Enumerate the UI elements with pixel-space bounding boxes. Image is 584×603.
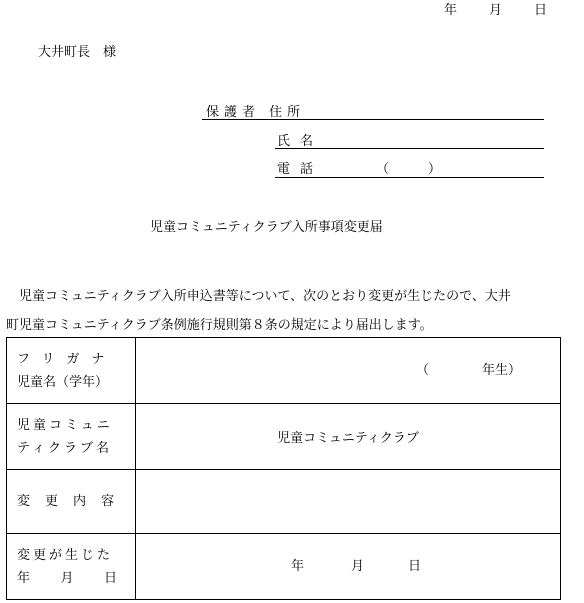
addressee: 大井町長 様 — [38, 45, 117, 60]
label-child-name — [7, 338, 136, 404]
guardian-address-label: 保護者 住所 — [206, 105, 306, 120]
header-date — [444, 4, 547, 17]
name-label: 氏名 — [277, 134, 324, 149]
change-date-label-line1: 変更が生じた — [17, 547, 114, 563]
club-name-value: 児童コミュニティクラブ — [277, 431, 419, 446]
phone-parens: （ ） — [376, 162, 442, 177]
change-date-month: 月 — [351, 559, 365, 574]
label-club-name — [7, 404, 136, 470]
phone-label: 電話 — [277, 162, 324, 177]
body-line-1: 児童コミュニティクラブ入所申込書等について、次のとおり変更が生じたので、大井 — [6, 289, 511, 304]
change-date-label-line2 — [17, 567, 117, 590]
date-year-label: 年 — [444, 3, 458, 18]
grade-suffix: 年生） — [482, 363, 522, 378]
change-content-field[interactable] — [136, 470, 561, 534]
club-name-field[interactable] — [136, 404, 561, 470]
label-year: 年 — [17, 570, 31, 586]
change-date-day: 日 — [408, 559, 422, 574]
label-change-content — [7, 470, 136, 534]
row-change-content — [7, 470, 561, 534]
row-club-name — [7, 404, 561, 470]
address-underline — [202, 119, 544, 120]
club-label-line1: 児童コミュニ — [17, 417, 113, 433]
row-child-name — [7, 338, 561, 404]
furigana-label: フリガナ — [17, 351, 117, 367]
row-change-date — [7, 534, 561, 600]
name-underline — [275, 148, 544, 149]
change-form-table — [6, 337, 561, 600]
change-date-field[interactable] — [136, 534, 561, 600]
club-label-line2: ティクラブ名 — [17, 440, 112, 456]
label-change-date — [7, 534, 136, 600]
body-text — [6, 282, 574, 340]
child-name-grade-label: 児童名（学年） — [17, 374, 109, 390]
document-title: 児童コミュニティクラブ入所事項変更届 — [150, 220, 383, 235]
change-date-year: 年 — [291, 559, 305, 574]
phone-underline — [275, 177, 544, 178]
grade-open-paren: （ — [416, 363, 430, 378]
body-line-2: 町児童コミュニティクラブ条例施行規則第８条の規定により届出します。 — [6, 318, 433, 333]
date-month-label: 月 — [489, 3, 503, 18]
child-name-field[interactable] — [136, 338, 561, 404]
change-content-label: 変更内容 — [17, 494, 130, 509]
date-day-label: 日 — [534, 3, 548, 18]
label-month: 月 — [60, 570, 74, 586]
label-day: 日 — [103, 570, 117, 586]
